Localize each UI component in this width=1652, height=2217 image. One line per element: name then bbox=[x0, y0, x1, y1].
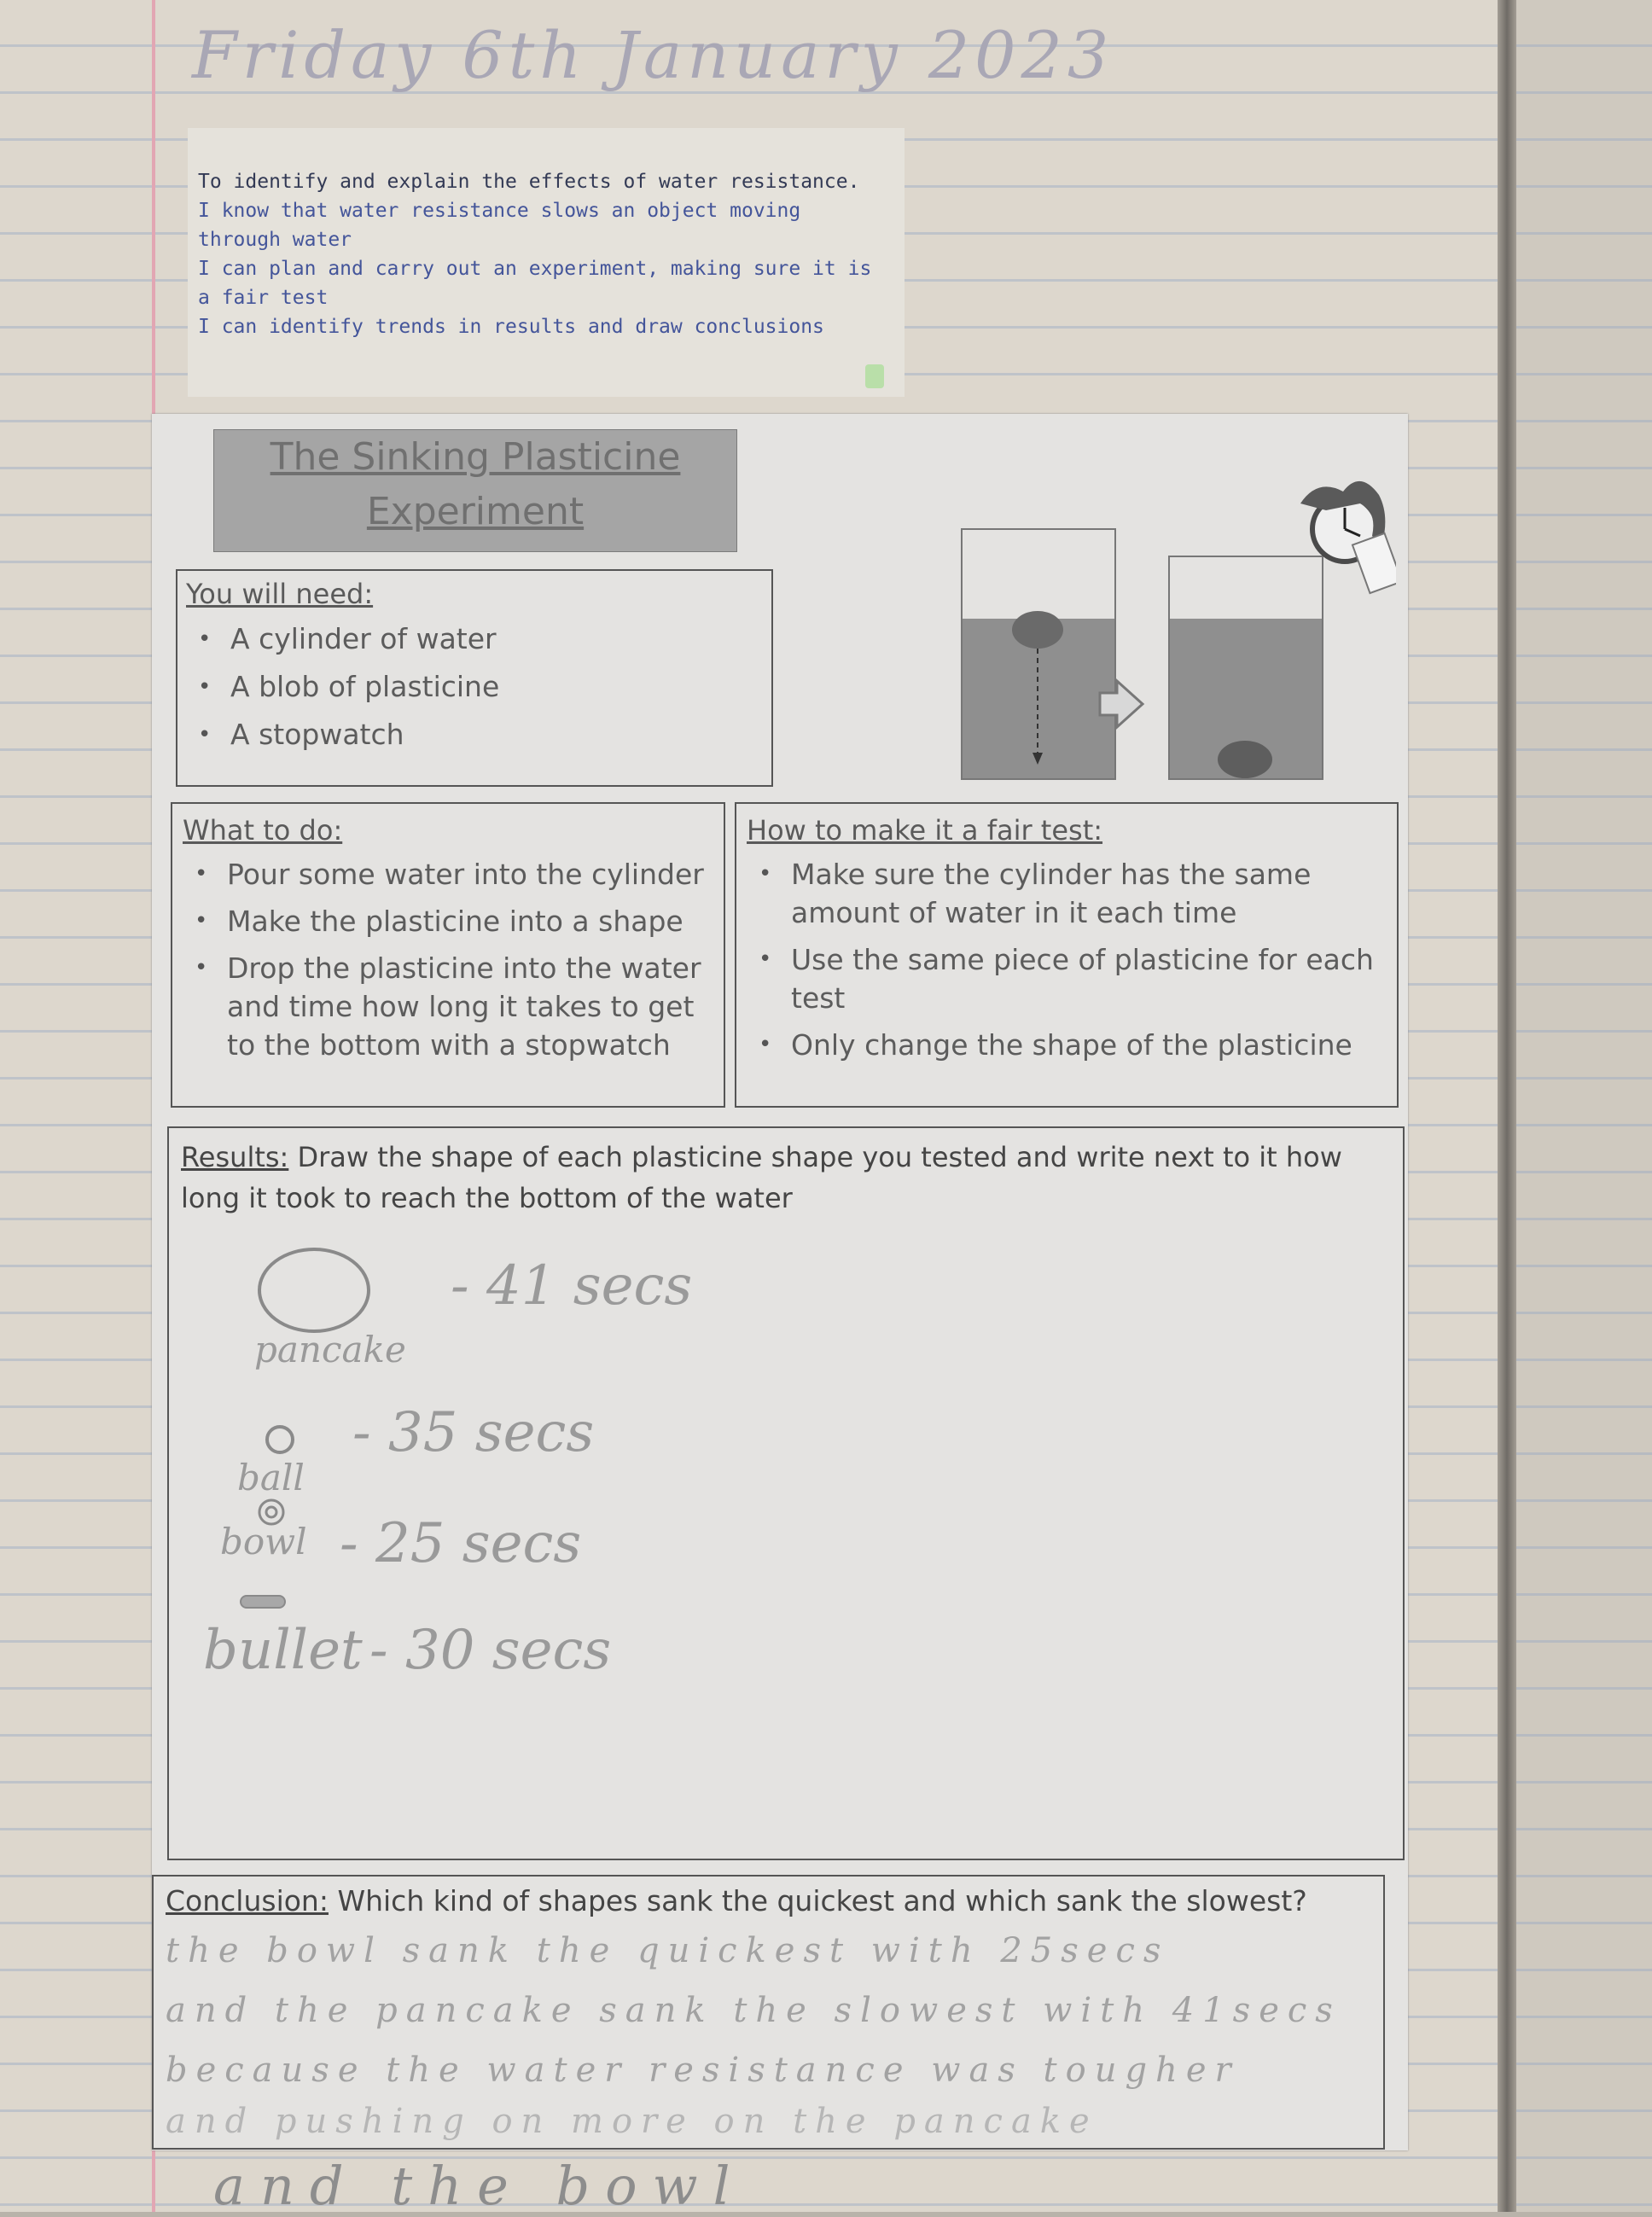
objective-line: through water bbox=[198, 229, 352, 251]
conclusion-box bbox=[152, 1875, 1385, 2150]
conclusion-heading bbox=[166, 1882, 1371, 1921]
objective-line: I can identify trends in results and draw conclusions bbox=[198, 316, 824, 338]
what-to-do-box bbox=[171, 802, 725, 1108]
result-shape: pancake bbox=[254, 1329, 406, 1370]
facing-page bbox=[1512, 0, 1652, 2212]
highlighter-mark bbox=[865, 364, 884, 388]
notebook-gutter bbox=[1498, 0, 1516, 2212]
results-box bbox=[167, 1126, 1405, 1860]
list-item: • Only change the shape of the plasticine bbox=[747, 1026, 1387, 1064]
pancake-drawing bbox=[254, 1239, 374, 1341]
experiment-worksheet bbox=[152, 414, 1408, 2150]
cylinder-illustration bbox=[959, 469, 1396, 781]
list-item: • Make sure the cylinder has the same amount of water in it each time bbox=[747, 855, 1387, 932]
title-line: The Sinking Plasticine bbox=[270, 435, 681, 479]
result-shape: ball bbox=[237, 1457, 305, 1498]
result-time: - 41 secs bbox=[451, 1254, 693, 1318]
result-time: - 30 secs bbox=[369, 1619, 612, 1682]
objective-line: I know that water resistance slows an object moving bbox=[198, 200, 801, 222]
objective-line: I can plan and carry out an experiment, making sure it is bbox=[198, 258, 872, 280]
list-item: • Use the same piece of plasticine for each test bbox=[747, 940, 1387, 1017]
conclusion-line: and pushing on more on the pancake bbox=[166, 2102, 1098, 2141]
you-will-need-box bbox=[176, 569, 773, 787]
list-item: • A blob of plasticine bbox=[186, 668, 763, 706]
result-shape: bowl bbox=[220, 1521, 307, 1562]
result-time: - 25 secs bbox=[340, 1512, 582, 1575]
results-instruction: Draw the shape of each plasticine shape you tested and write next to it how long it took to reach the bottom of the water bbox=[181, 1141, 1342, 1214]
list-item: • A cylinder of water bbox=[186, 620, 763, 658]
conclusion-line: the bowl sank the quickest with 25secs bbox=[166, 1931, 1170, 1970]
handwritten-date: Friday 6th January 2023 bbox=[192, 17, 1114, 93]
bullet-drawing bbox=[237, 1589, 288, 1615]
objective-line: To identify and explain the effects of water resistance. bbox=[198, 171, 860, 193]
list-item: • Make the plasticine into a shape bbox=[183, 902, 713, 940]
list-item: • A stopwatch bbox=[186, 716, 763, 754]
conclusion-question: Which kind of shapes sank the quickest and which sank the slowest? bbox=[328, 1884, 1307, 1917]
box-heading: What to do: bbox=[183, 814, 343, 847]
handwriting-below: and the bowl bbox=[213, 2155, 746, 2217]
results-heading bbox=[181, 1137, 1391, 1219]
objective-line: a fair test bbox=[198, 287, 329, 309]
list-item: • Drop the plasticine into the water and time how long it takes to get to the bottom with a stopwatch bbox=[183, 949, 713, 1064]
box-heading: You will need: bbox=[186, 578, 374, 610]
learning-objectives-sticker bbox=[188, 128, 905, 397]
result-time: - 35 secs bbox=[352, 1401, 595, 1464]
box-heading: How to make it a fair test: bbox=[747, 814, 1103, 847]
results-label: Results: bbox=[181, 1141, 289, 1173]
conclusion-line: because the water resistance was tougher bbox=[166, 2051, 1240, 2090]
list-item: • Pour some water into the cylinder bbox=[183, 855, 713, 893]
title-line: Experiment bbox=[366, 490, 585, 533]
result-shape: bullet bbox=[203, 1619, 363, 1682]
conclusion-label: Conclusion: bbox=[166, 1884, 329, 1917]
ball-drawing bbox=[263, 1423, 297, 1457]
fair-test-box bbox=[735, 802, 1399, 1108]
conclusion-line: and the pancake sank the slowest with 41secs bbox=[166, 1991, 1341, 2030]
worksheet-title bbox=[213, 429, 737, 552]
